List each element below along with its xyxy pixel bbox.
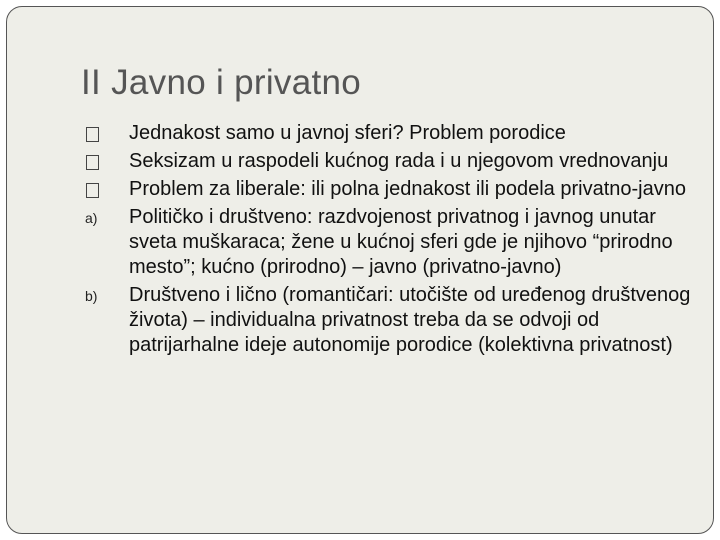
bullet-list — [81, 121, 701, 358]
bullet-item — [81, 121, 701, 146]
list-marker: a) — [85, 210, 98, 226]
slide — [6, 6, 714, 534]
square-bullet-icon — [86, 183, 99, 198]
bullet-item — [81, 205, 701, 280]
bullet-item — [81, 283, 701, 358]
bullet-text: Jednakost samo u javnoj sferi? Problem porodice — [129, 122, 566, 144]
slide-title: II Javno i privatno — [81, 63, 362, 102]
square-bullet-icon — [86, 155, 99, 170]
bullet-item — [81, 149, 701, 174]
list-marker: b) — [85, 288, 98, 304]
bullet-text: Problem za liberale: ili polna jednakost ili podela privatno-javno — [129, 178, 686, 200]
square-bullet-icon — [86, 127, 99, 142]
bullet-item — [81, 177, 701, 202]
bullet-text: Društveno i lično (romantičari: utočište od uređenog društvenog života) – individualna privatnost treba da se odvoji od patrijarhalne ideje autonomije porodice (kolektivna privatnost) — [129, 284, 691, 356]
bullet-text: Seksizam u raspodeli kućnog rada i u njegovom vrednovanju — [129, 150, 669, 172]
bullet-text: Političko i društveno: razdvojenost privatnog i javnog unutar sveta muškaraca; žene u kućnoj sferi gde je njihovo “prirodno mesto”; kućno (prirodno) – javno (privatno-javno) — [129, 206, 673, 278]
